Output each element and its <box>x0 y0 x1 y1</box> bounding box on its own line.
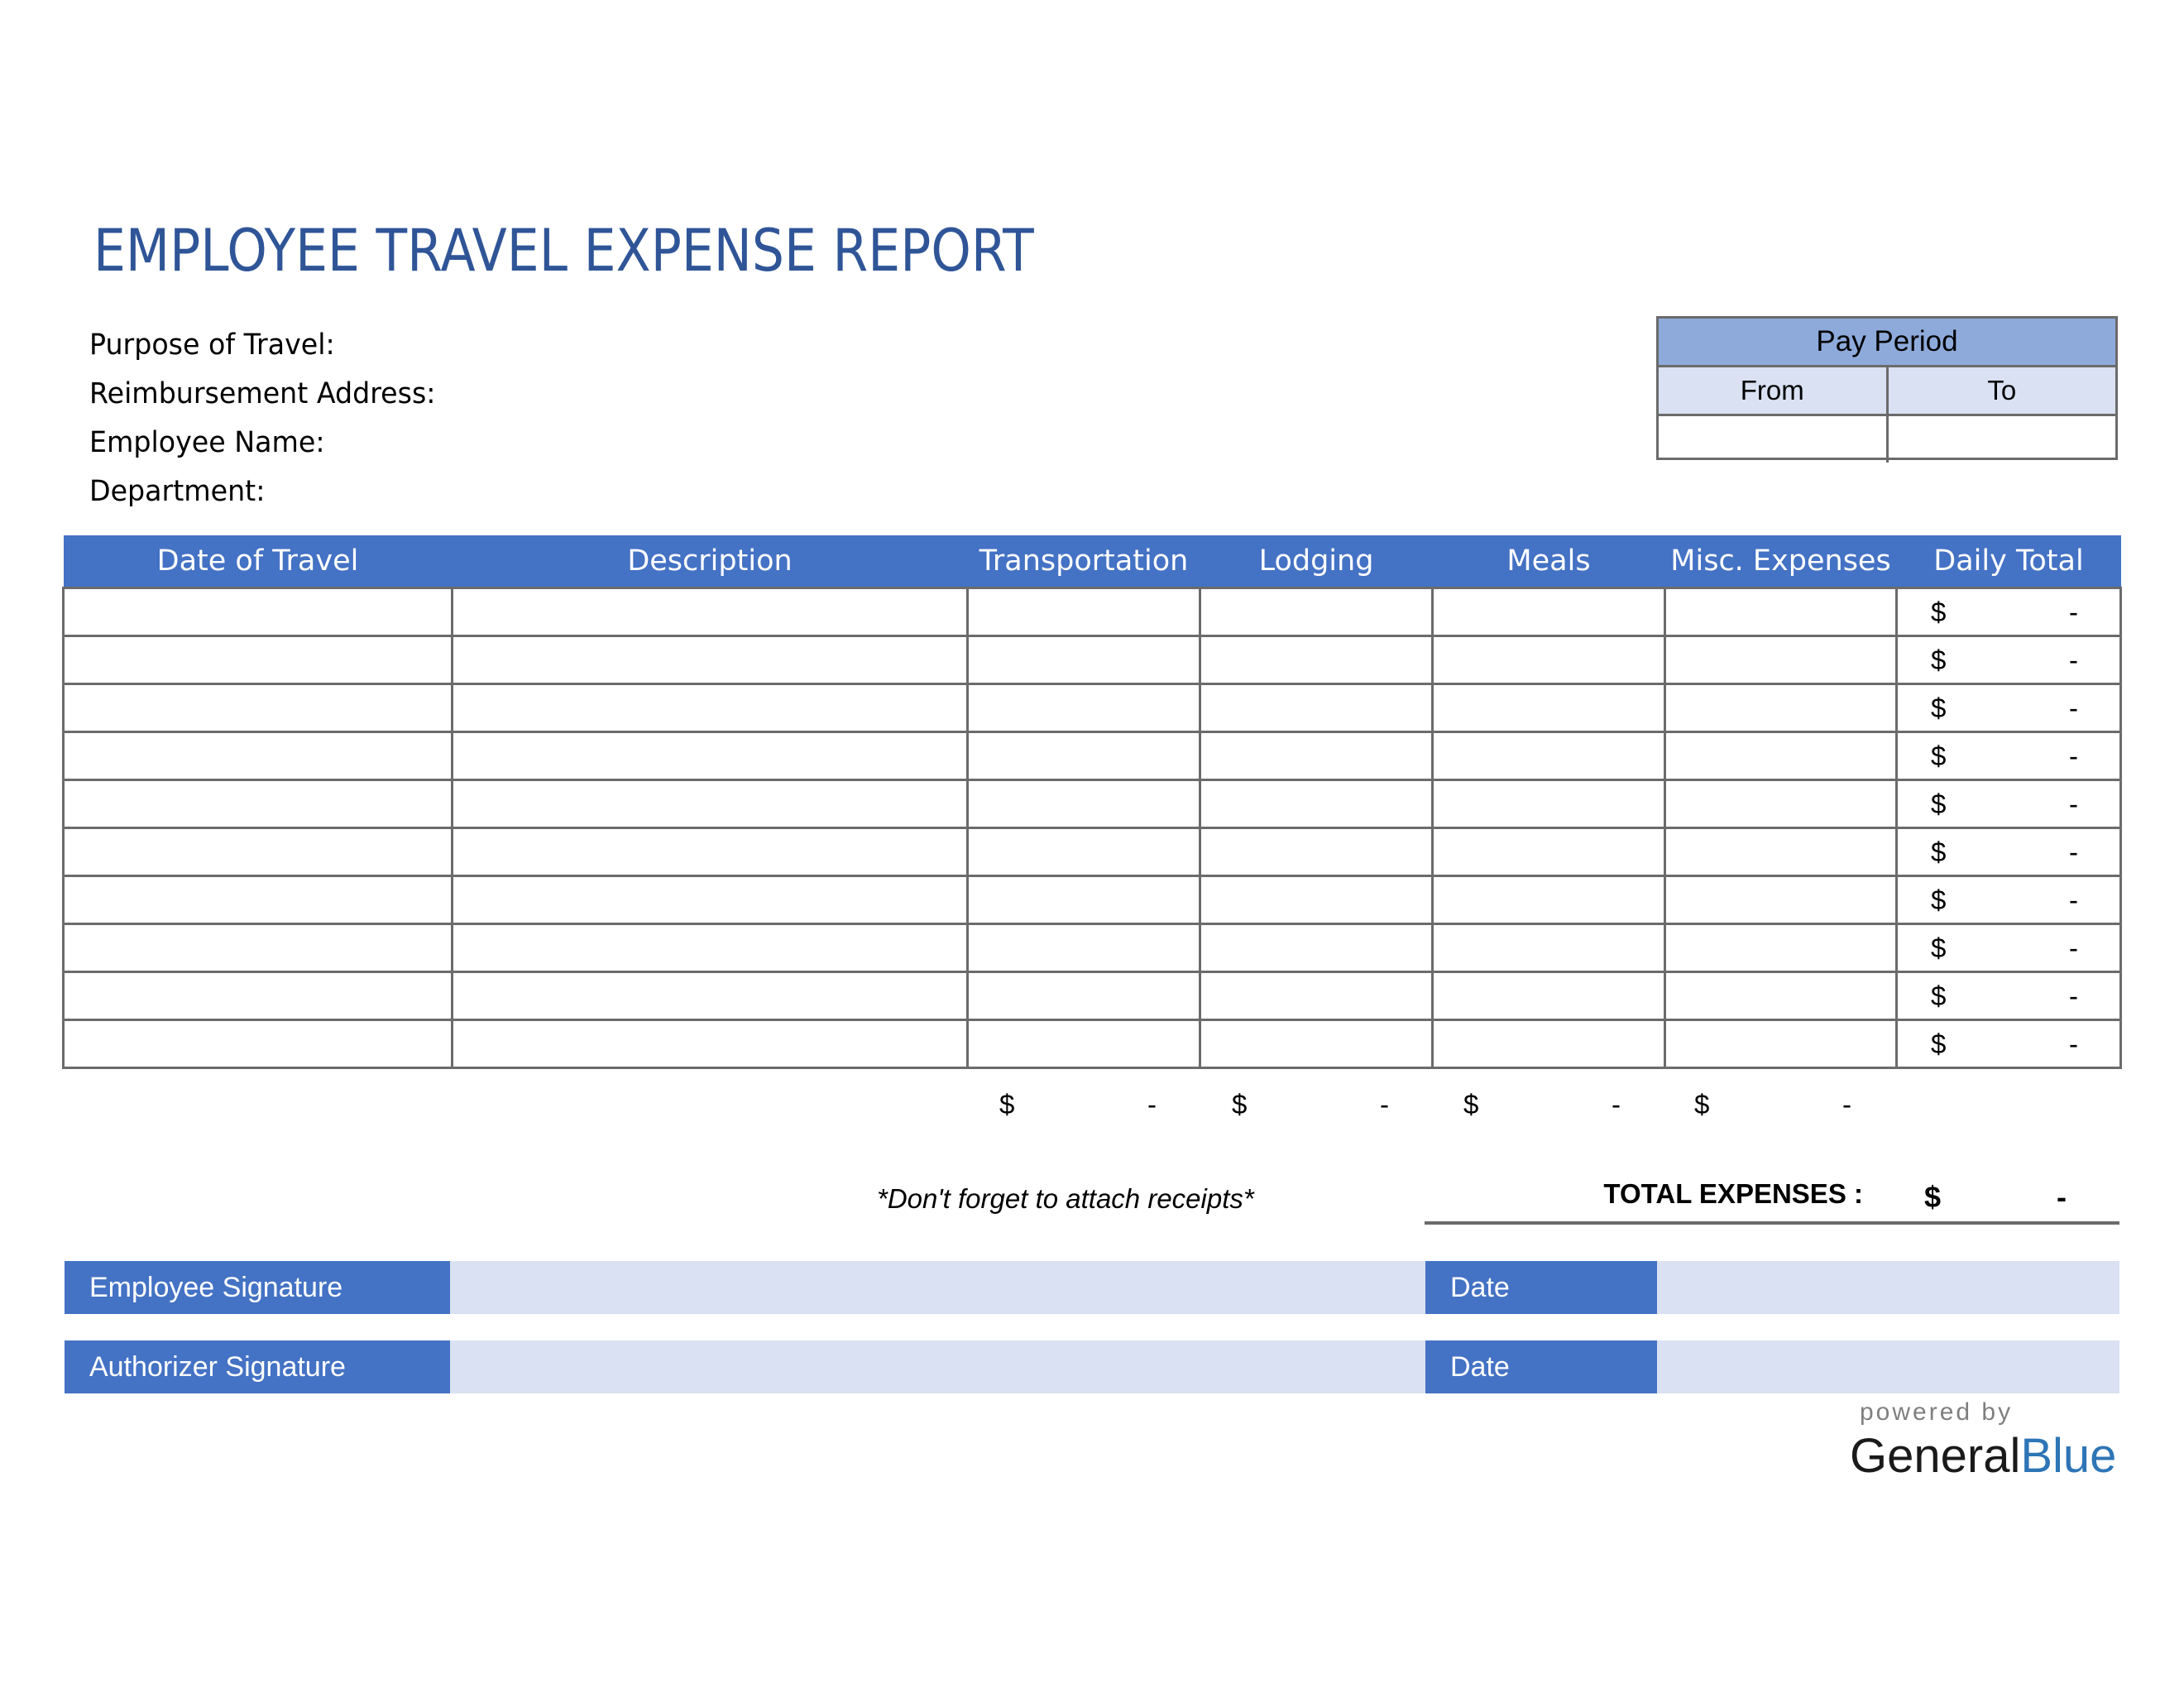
expense-cell[interactable] <box>453 636 968 684</box>
receipts-note: *Don't forget to attach receipts* <box>877 1183 1254 1214</box>
expense-cell[interactable] <box>453 828 968 876</box>
misc-total: $ - <box>1694 1089 1851 1120</box>
col-date-of-travel: Date of Travel <box>64 535 453 588</box>
expense-cell[interactable] <box>1200 684 1433 732</box>
expense-cell[interactable] <box>1200 1020 1433 1068</box>
expense-cell[interactable] <box>453 1020 968 1068</box>
total-expenses <box>1425 1175 2119 1225</box>
col-description: Description <box>453 535 968 588</box>
total-value: - <box>2057 1180 2067 1214</box>
employee-date-field[interactable] <box>1657 1261 2119 1314</box>
expense-cell[interactable] <box>1433 876 1665 924</box>
expense-cell[interactable] <box>64 780 453 828</box>
expense-cell[interactable] <box>1665 588 1897 636</box>
expense-cell[interactable] <box>1433 732 1665 780</box>
daily-total-cell: $ - <box>1897 924 2121 972</box>
pay-period-values <box>1659 416 2115 463</box>
daily-total-cell: $ - <box>1897 684 2121 732</box>
expense-cell[interactable] <box>968 1020 1200 1068</box>
employee-date-label: Date <box>1425 1261 1657 1314</box>
expense-cell[interactable] <box>453 684 968 732</box>
expense-cell[interactable] <box>453 924 968 972</box>
table-row <box>64 588 2121 636</box>
authorizer-signature-label: Authorizer Signature <box>65 1340 450 1393</box>
expense-cell[interactable] <box>968 972 1200 1020</box>
expense-cell[interactable] <box>1200 636 1433 684</box>
table-row <box>64 924 2121 972</box>
expense-cell[interactable] <box>1433 588 1665 636</box>
expense-cell[interactable] <box>1200 588 1433 636</box>
expense-cell[interactable] <box>1433 636 1665 684</box>
authorizer-signature-field[interactable] <box>450 1340 1425 1393</box>
total-expenses-label: TOTAL EXPENSES : <box>1603 1178 1863 1209</box>
daily-total-cell: $ - <box>1897 828 2121 876</box>
table-row <box>64 780 2121 828</box>
expense-cell[interactable] <box>64 588 453 636</box>
daily-total-cell: $ - <box>1897 1020 2121 1068</box>
expense-cell[interactable] <box>1665 828 1897 876</box>
expense-cell[interactable] <box>1433 972 1665 1020</box>
lodging-total: $ - <box>1232 1089 1389 1120</box>
col-meals: Meals <box>1433 535 1665 588</box>
expense-cell[interactable] <box>64 1020 453 1068</box>
expense-cell[interactable] <box>64 684 453 732</box>
daily-total-cell: $ - <box>1897 876 2121 924</box>
expense-cell[interactable] <box>64 876 453 924</box>
pay-period-title: Pay Period <box>1659 319 2115 367</box>
expense-cell[interactable] <box>1665 732 1897 780</box>
daily-total-cell: $ - <box>1897 588 2121 636</box>
expense-cell[interactable] <box>1665 972 1897 1020</box>
expense-cell[interactable] <box>453 732 968 780</box>
employee-signature-row <box>65 1261 2119 1314</box>
employee-signature-label: Employee Signature <box>65 1261 450 1314</box>
table-row <box>64 636 2121 684</box>
expense-cell[interactable] <box>1665 780 1897 828</box>
generalblue-logo: GeneralBlue <box>1850 1429 2117 1483</box>
table-row <box>64 732 2121 780</box>
expense-cell[interactable] <box>1433 684 1665 732</box>
expense-cell[interactable] <box>1665 876 1897 924</box>
col-lodging: Lodging <box>1200 535 1433 588</box>
expense-cell[interactable] <box>1200 828 1433 876</box>
expense-cell[interactable] <box>968 828 1200 876</box>
employee-signature-field[interactable] <box>450 1261 1425 1314</box>
page-title: EMPLOYEE TRAVEL EXPENSE REPORT <box>93 217 1034 285</box>
table-row <box>64 876 2121 924</box>
expense-cell[interactable] <box>453 780 968 828</box>
col-misc-expenses: Misc. Expenses <box>1665 535 1897 588</box>
pay-period-to-field[interactable] <box>1886 416 2116 463</box>
expense-cell[interactable] <box>453 972 968 1020</box>
authorizer-date-label: Date <box>1425 1340 1657 1393</box>
table-row <box>64 684 2121 732</box>
expense-cell[interactable] <box>64 732 453 780</box>
pay-period-to-label: To <box>1886 367 2116 414</box>
daily-total-cell: $ - <box>1897 972 2121 1020</box>
expense-cell[interactable] <box>1665 924 1897 972</box>
employee-name-label: Employee Name: <box>89 426 325 459</box>
expense-cell[interactable] <box>453 876 968 924</box>
expense-cell[interactable] <box>968 636 1200 684</box>
daily-total-cell: $ - <box>1897 780 2121 828</box>
purpose-label: Purpose of Travel: <box>89 328 335 362</box>
expense-cell[interactable] <box>968 684 1200 732</box>
expense-cell[interactable] <box>64 972 453 1020</box>
expense-cell[interactable] <box>968 588 1200 636</box>
traveler-info <box>89 321 454 516</box>
expense-cell[interactable] <box>64 828 453 876</box>
pay-period-from-label: From <box>1740 375 1804 405</box>
authorizer-signature-row <box>65 1340 2119 1393</box>
expense-cell[interactable] <box>64 924 453 972</box>
expense-cell[interactable] <box>1433 924 1665 972</box>
expense-table <box>62 535 2122 1069</box>
expense-cell[interactable] <box>1433 828 1665 876</box>
table-header-row <box>64 535 2121 588</box>
daily-total-cell: $ - <box>1897 732 2121 780</box>
col-daily-total: Daily Total <box>1897 535 2121 588</box>
department-label: Department: <box>89 475 266 508</box>
expense-cell[interactable] <box>453 588 968 636</box>
table-row <box>64 828 2121 876</box>
table-row <box>64 1020 2121 1068</box>
expense-cell[interactable] <box>1433 780 1665 828</box>
expense-cell[interactable] <box>1200 972 1433 1020</box>
expense-cell[interactable] <box>64 636 453 684</box>
expense-cell[interactable] <box>1433 1020 1665 1068</box>
expense-cell[interactable] <box>1665 1020 1897 1068</box>
expense-cell[interactable] <box>1665 684 1897 732</box>
table-row <box>64 972 2121 1020</box>
pay-period-labels <box>1659 367 2115 416</box>
meals-total: $ - <box>1463 1089 1621 1120</box>
daily-total-cell: $ - <box>1897 636 2121 684</box>
expense-cell[interactable] <box>968 780 1200 828</box>
expense-cell[interactable] <box>1200 876 1433 924</box>
expense-cell[interactable] <box>1200 780 1433 828</box>
column-totals <box>0 1089 2184 1139</box>
expense-cell[interactable] <box>1665 636 1897 684</box>
total-currency: $ <box>1924 1180 1942 1214</box>
authorizer-date-field[interactable] <box>1657 1340 2119 1393</box>
col-transportation: Transportation <box>968 535 1200 588</box>
address-label: Reimbursement Address: <box>89 377 436 410</box>
expense-cell[interactable] <box>968 924 1200 972</box>
expense-cell[interactable] <box>968 732 1200 780</box>
expense-cell[interactable] <box>968 876 1200 924</box>
transportation-total: $ - <box>999 1089 1157 1120</box>
pay-period-from-field[interactable] <box>1659 416 1886 463</box>
expense-cell[interactable] <box>1200 732 1433 780</box>
pay-period-box <box>1656 316 2118 460</box>
expense-cell[interactable] <box>1200 924 1433 972</box>
powered-by-text: powered by <box>1860 1398 2014 1426</box>
